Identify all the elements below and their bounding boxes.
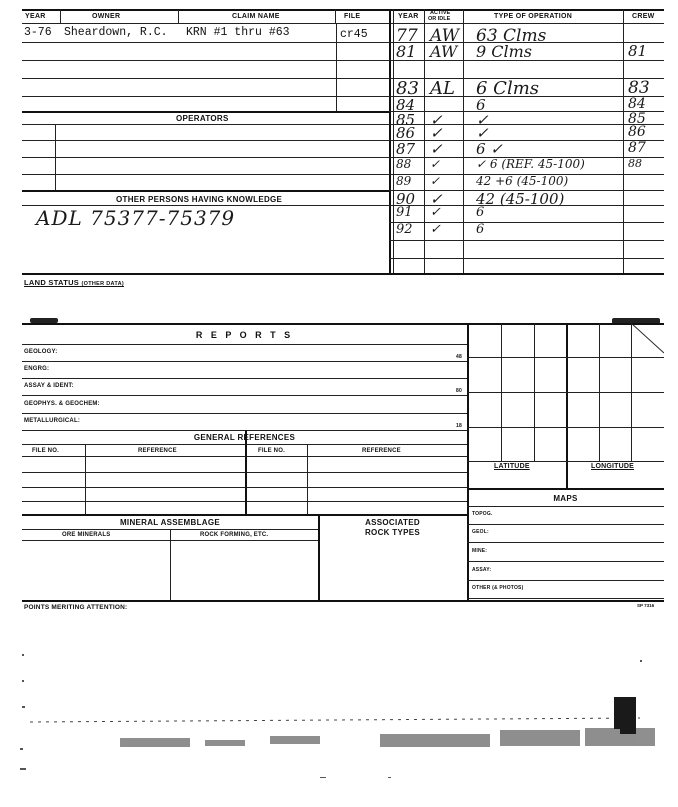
main-divider [389, 9, 391, 275]
rule [467, 542, 664, 543]
reports-title: R E P O R T S [195, 330, 294, 340]
report-number: 48 [456, 354, 462, 360]
header-or-idle: OR IDLE [428, 16, 451, 22]
activity-year: 84 [396, 96, 416, 114]
activity-crew: 83 [628, 78, 650, 98]
map-item-label: ASSAY: [472, 567, 492, 573]
col-divider [85, 444, 86, 514]
report-number: 18 [456, 423, 462, 429]
activity-operation: 42 +6 (45-100) [476, 174, 569, 188]
map-item-label: GEOL: [472, 529, 489, 535]
rule [389, 258, 664, 259]
activity-year: 83 [396, 78, 419, 99]
activity-status: ✓ [430, 205, 441, 220]
activity-status: ✓ [430, 174, 441, 188]
scan-noise [0, 640, 678, 807]
activity-operation: 6 ✓ [476, 140, 503, 158]
main-divider-inner [393, 9, 394, 275]
other-persons-top [22, 190, 389, 192]
col-divider [60, 9, 61, 23]
activity-year: 90 [396, 190, 416, 208]
activity-operation: ✓ 6 (REF. 45-100) [476, 157, 585, 171]
header-file: FILE [344, 13, 361, 20]
other-persons-entry: ADL 75377-75379 [36, 206, 236, 230]
activity-crew: 84 [628, 96, 646, 112]
header-type-of-operation: TYPE OF OPERATION [494, 13, 573, 20]
rule [22, 42, 389, 43]
activity-crew: 88 [628, 157, 642, 170]
mid-section-bottom [22, 600, 664, 602]
rock-types-label: ROCK TYPES [364, 528, 420, 537]
top-border [22, 9, 664, 11]
grid-diagonal [631, 323, 664, 357]
rule [467, 561, 664, 562]
land-status-title [24, 278, 124, 287]
activity-year: 91 [396, 205, 413, 220]
activity-status: ✓ [430, 124, 443, 142]
col-divider [424, 9, 425, 275]
rule [22, 344, 467, 345]
activity-year: 81 [396, 42, 417, 61]
land-status-sub: (OTHER DATA) [81, 281, 124, 287]
activity-status: AL [430, 78, 455, 99]
col-divider [335, 9, 336, 23]
grid-line [467, 392, 664, 393]
report-number: 80 [456, 388, 462, 394]
claim-name: KRN #1 thru #63 [186, 26, 290, 39]
header-active: ACTIVE [430, 10, 451, 16]
associated-label: ASSOCIATED [365, 518, 420, 527]
rule [22, 395, 467, 396]
activity-status: ✓ [430, 111, 443, 129]
activity-crew: 85 [628, 111, 646, 127]
report-label: METALLURGICAL: [24, 418, 81, 424]
activity-status: ✓ [430, 222, 441, 237]
operators-top [22, 111, 389, 113]
grid-line [566, 323, 568, 488]
activity-operation: 42 (45-100) [476, 190, 565, 208]
mineral-top [22, 514, 467, 516]
rock-forming-label: ROCK FORMING, ETC. [200, 532, 269, 538]
rule [389, 240, 664, 241]
activity-status: ✓ [430, 157, 441, 171]
activity-operation: 63 Clms [476, 26, 547, 46]
header-year: YEAR [25, 13, 46, 20]
header-claim-name: CLAIM NAME [232, 13, 280, 20]
longitude-label: LONGITUDE [591, 463, 635, 470]
col-divider [178, 9, 179, 23]
report-label: ENGRG: [24, 366, 50, 372]
ref-col-file-no-1: FILE NO. [32, 448, 59, 454]
activity-operation: 6 [476, 205, 485, 220]
top-section-bottom [22, 273, 664, 275]
activity-year: 89 [396, 174, 412, 188]
latitude-label: LATITUDE [494, 463, 530, 470]
col-divider [170, 529, 171, 600]
header-crew: CREW [632, 13, 655, 20]
rule [22, 157, 389, 158]
col-divider [55, 124, 56, 190]
land-status-label: LAND STATUS [24, 278, 80, 287]
activity-operation: ✓ [476, 111, 489, 129]
map-item-label: MINE: [472, 548, 488, 554]
rule [22, 96, 389, 97]
activity-operation: ✓ [476, 124, 489, 142]
claim-file: cr45 [340, 28, 368, 41]
activity-status: AW [430, 42, 458, 61]
points-meriting-attention: POINTS MERITING ATTENTION: [24, 604, 128, 611]
rule [22, 124, 389, 125]
activity-status: ✓ [430, 190, 443, 208]
rule [22, 413, 467, 414]
col-divider [463, 9, 464, 275]
rule [467, 506, 664, 507]
other-persons-title: OTHER PERSONS HAVING KNOWLEDGE [116, 195, 283, 204]
mineral-assemblage-title: MINERAL ASSEMBLAGE [119, 518, 221, 527]
activity-year: 92 [396, 222, 413, 237]
header-owner: OWNER [92, 13, 121, 20]
col-divider [245, 430, 247, 514]
general-references-title: GENERAL REFERENCES [193, 433, 296, 442]
activity-operation: 9 Clms [476, 42, 533, 61]
activity-operation: 6 Clms [476, 78, 540, 99]
activity-year: 88 [396, 157, 412, 171]
rule [22, 378, 467, 379]
rule [467, 524, 664, 525]
activity-year: 85 [396, 111, 416, 129]
report-label: GEOPHYS. & GEOCHEM: [24, 401, 100, 407]
activity-year: 87 [396, 140, 416, 158]
rule [22, 361, 467, 362]
ref-col-file-no-2: FILE NO. [258, 448, 285, 454]
activity-operation: 6 [476, 222, 485, 237]
header-bottom-border [22, 23, 664, 24]
rule [22, 60, 389, 61]
col-divider [307, 444, 308, 514]
form-number: SP 7316 [637, 603, 655, 608]
activity-status: AW [430, 26, 460, 46]
claim-owner: Sheardown, R.C. [64, 26, 168, 39]
activity-crew: 86 [628, 124, 646, 140]
ref-col-reference-1: REFERENCE [138, 448, 177, 454]
ore-minerals-label: ORE MINERALS [62, 532, 111, 538]
header-year-2: YEAR [398, 13, 419, 20]
map-item-label: OTHER (& PHOTOS) [472, 585, 524, 591]
col-divider [623, 9, 624, 275]
rule [22, 174, 389, 175]
activity-operation: 6 [476, 96, 486, 114]
rule [467, 598, 664, 599]
rule [22, 78, 389, 79]
rule [22, 140, 389, 141]
maps-top [467, 488, 664, 490]
map-item-label: TOPOG. [472, 511, 493, 517]
report-label: GEOLOGY: [24, 349, 58, 355]
grid-line [467, 427, 664, 428]
grid-line [467, 357, 664, 358]
report-label: ASSAY & IDENT: [24, 383, 74, 389]
ref-col-reference-2: REFERENCE [362, 448, 401, 454]
activity-year: 86 [396, 124, 416, 142]
activity-year: 77 [396, 26, 418, 46]
activity-status: ✓ [430, 140, 443, 158]
col-divider [336, 23, 337, 111]
claim-year: 3-76 [24, 26, 52, 39]
activity-crew: 87 [628, 140, 646, 156]
rule [467, 580, 664, 581]
maps-title: MAPS [553, 494, 578, 503]
operators-title: OPERATORS [176, 114, 229, 123]
activity-crew: 81 [628, 42, 648, 60]
grid-line [467, 461, 664, 462]
